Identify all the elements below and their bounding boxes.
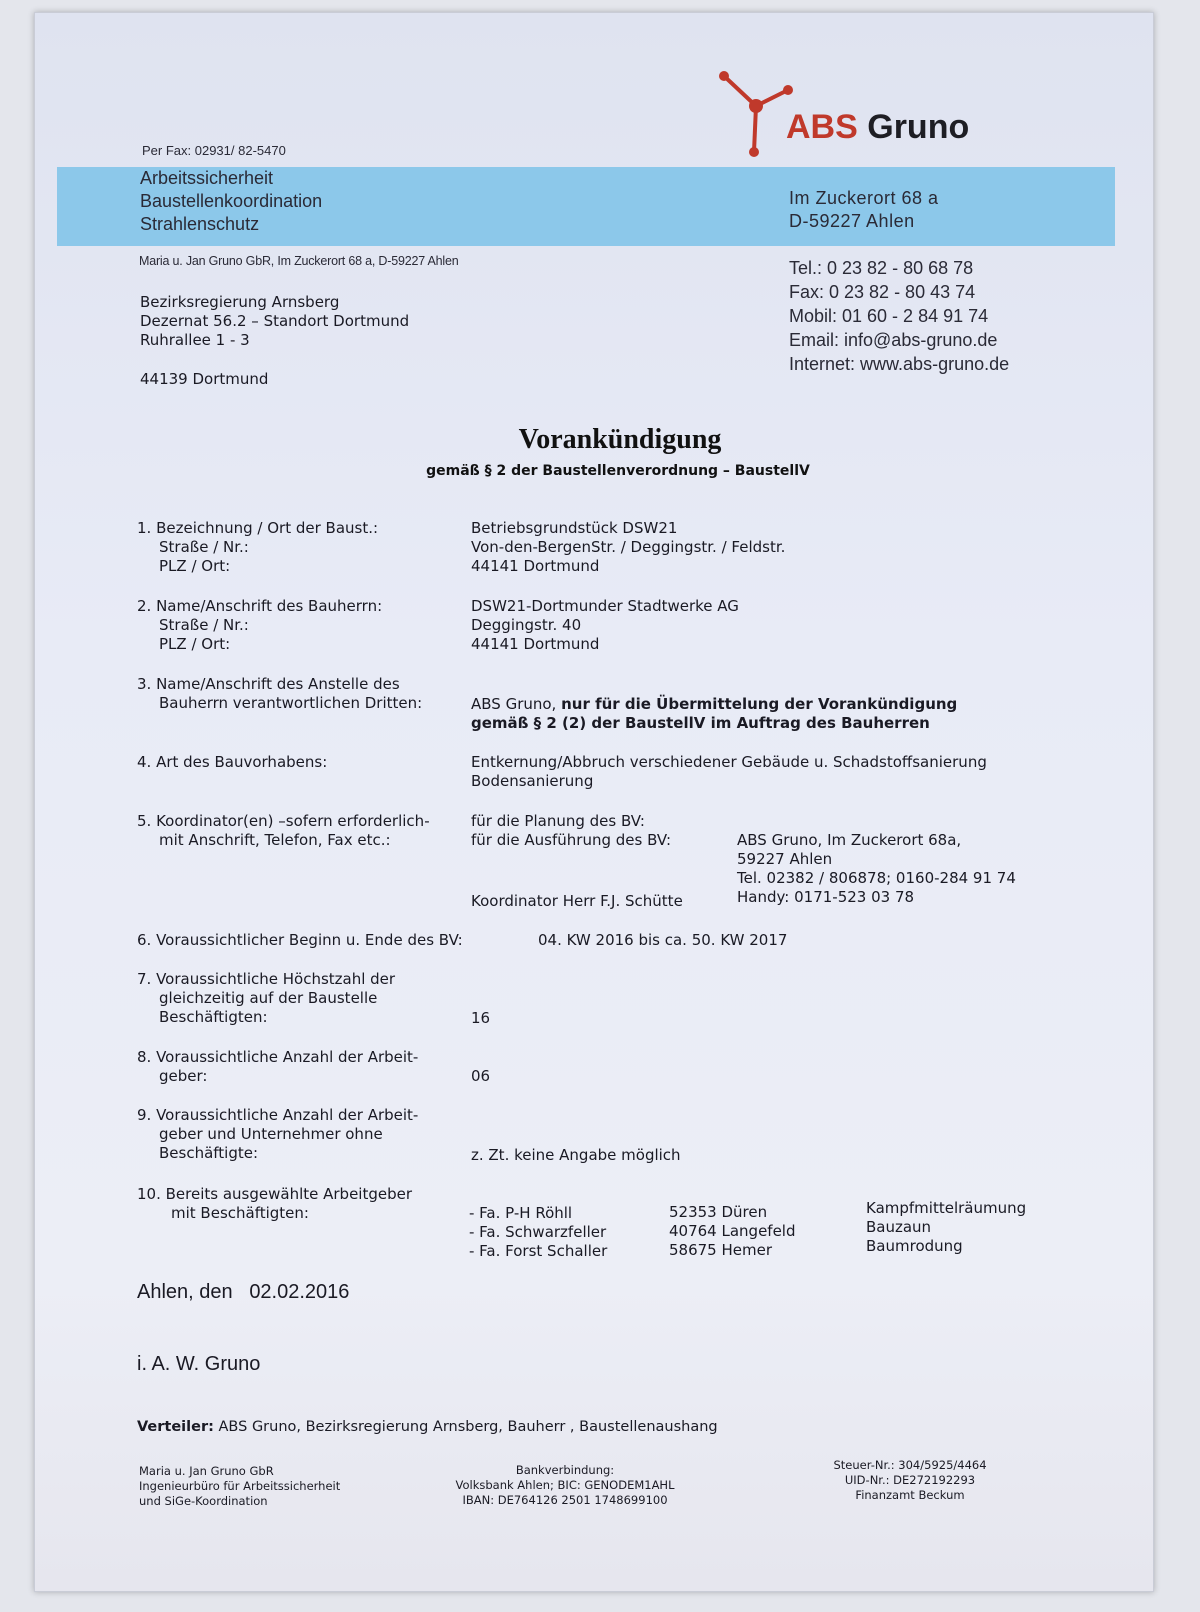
recipient-address: Bezirksregierung Arnsberg Dezernat 56.2 – Standort Dortmund Ruhrallee 1 - 3 44139 Dortmund [140, 293, 410, 388]
item-10-firms [469, 1204, 607, 1261]
fax-line: Per Fax: 02931/ 82-5470 [142, 143, 286, 158]
item-9-labels: 9. Voraussichtliche Anzahl der Arbeit- geber und Unternehmer ohne Beschäftigte: [137, 1106, 419, 1162]
sender-line: Maria u. Jan Gruno GbR, Im Zuckerort 68 a, D-59227 Ahlen [139, 254, 459, 268]
item-5-coordinator: Koordinator Herr F.J. Schütte [471, 892, 683, 910]
contact-mobile: Mobil: 01 60 - 2 84 91 74 [789, 306, 989, 326]
contact-phone: Tel.: 0 23 82 - 80 68 78 [789, 258, 974, 278]
contact-web: Internet: www.abs-gruno.de [789, 354, 1010, 374]
document-subtitle: gemäß § 2 der Baustellenverordnung – BaustellV [426, 463, 810, 479]
place-date: Ahlen, den 02.02.2016 [137, 1281, 350, 1303]
band-services: Arbeitssicherheit Baustellenkoordination Strahlenschutz [140, 168, 323, 234]
contact-fax: Fax: 0 23 82 - 80 43 74 [789, 282, 976, 302]
footer-tax: Steuer-Nr.: 304/5925/4464 UID-Nr.: DE272192293 Finanzamt Beckum [833, 1458, 987, 1502]
footer-bank: Bankverbindung: Volksbank Ahlen; BIC: GENODEM1AHL IBAN: DE764126 2501 1748699100 [455, 1463, 675, 1507]
firm-row: - Fa. P-H Röhll [469, 1204, 573, 1222]
firm-row: - Fa. Forst Schaller [469, 1242, 608, 1260]
item-5-address: ABS Gruno, Im Zuckerort 68a, 59227 Ahlen Tel. 02382 / 806878; 0160-284 91 74 Handy: 0171-523 03 78 [737, 831, 1016, 906]
item-10-labels: 10. Bereits ausgewählte Arbeitgeber mit Beschäftigten: [137, 1185, 413, 1222]
item-1-values: Betriebsgrundstück DSW21 Von-den-BergenStr. / Deggingstr. / Feldstr. 44141 Dortmund [471, 519, 786, 575]
item-3-values: ABS Gruno, nur für die Übermittelung der Vorankündigung gemäß § 2 (2) der BaustellV im Auftrag des Bauherren [471, 695, 958, 732]
signature: i. A. W. Gruno [137, 1353, 261, 1375]
contact-email: Email: info@abs-gruno.de [789, 330, 998, 350]
item-2-values: DSW21-Dortmunder Stadtwerke AG Deggingstr. 40 44141 Dortmund [471, 597, 739, 653]
item-7-value: 16 [471, 1009, 491, 1027]
item-3-labels: 3. Name/Anschrift des Anstelle des Bauherrn verantwortlichen Dritten: [137, 675, 423, 712]
contact-block [789, 256, 1009, 376]
item-10-tasks: Kampfmittelräumung Bauzaun Baumrodung [866, 1199, 1027, 1255]
firm-row: - Fa. Schwarzfeller [469, 1223, 607, 1241]
item-8-labels: 8. Voraussichtliche Anzahl der Arbeit- geber: [137, 1048, 419, 1085]
item-9-value: z. Zt. keine Angabe möglich [471, 1146, 681, 1164]
item-5-labels: 5. Koordinator(en) –sofern erforderlich- mit Anschrift, Telefon, Fax etc.: [137, 812, 430, 849]
item-2-labels: 2. Name/Anschrift des Bauherrn: Straße / Nr.: PLZ / Ort: [137, 597, 383, 653]
company-address: Im Zuckerort 68 a D-59227 Ahlen [789, 188, 939, 231]
item-4-label: 4. Art des Bauvorhabens: [137, 753, 328, 771]
item-6-label: 6. Voraussichtlicher Beginn u. Ende des BV: [137, 931, 463, 949]
item-8-value: 06 [471, 1067, 491, 1085]
item-7-labels: 7. Voraussichtliche Höchstzahl der gleichzeitig auf der Baustelle Beschäftigten: [137, 970, 396, 1026]
item-1-labels: 1. Bezeichnung / Ort der Baust.: Straße / Nr.: PLZ / Ort: [137, 519, 379, 575]
item-6-value: 04. KW 2016 bis ca. 50. KW 2017 [538, 931, 788, 949]
logo-mark-icon [716, 68, 796, 160]
logo-wordmark: ABS Gruno [786, 108, 970, 146]
document-title: Vorankündigung [518, 424, 722, 455]
item-10-cities: 52353 Düren 40764 Langefeld 58675 Hemer [669, 1203, 796, 1259]
distribution: Verteiler: ABS Gruno, Bezirksregierung Arnsberg, Bauherr , Baustellenaushang [137, 1419, 718, 1435]
item-5-roles: für die Planung des BV: für die Ausführung des BV: [471, 812, 672, 849]
footer-company: Maria u. Jan Gruno GbR Ingenieurbüro für Arbeitssicherheit und SiGe-Koordination [139, 1464, 341, 1508]
item-4-values: Entkernung/Abbruch verschiedener Gebäude u. Schadstoffsanierung Bodensanierung [471, 753, 987, 790]
